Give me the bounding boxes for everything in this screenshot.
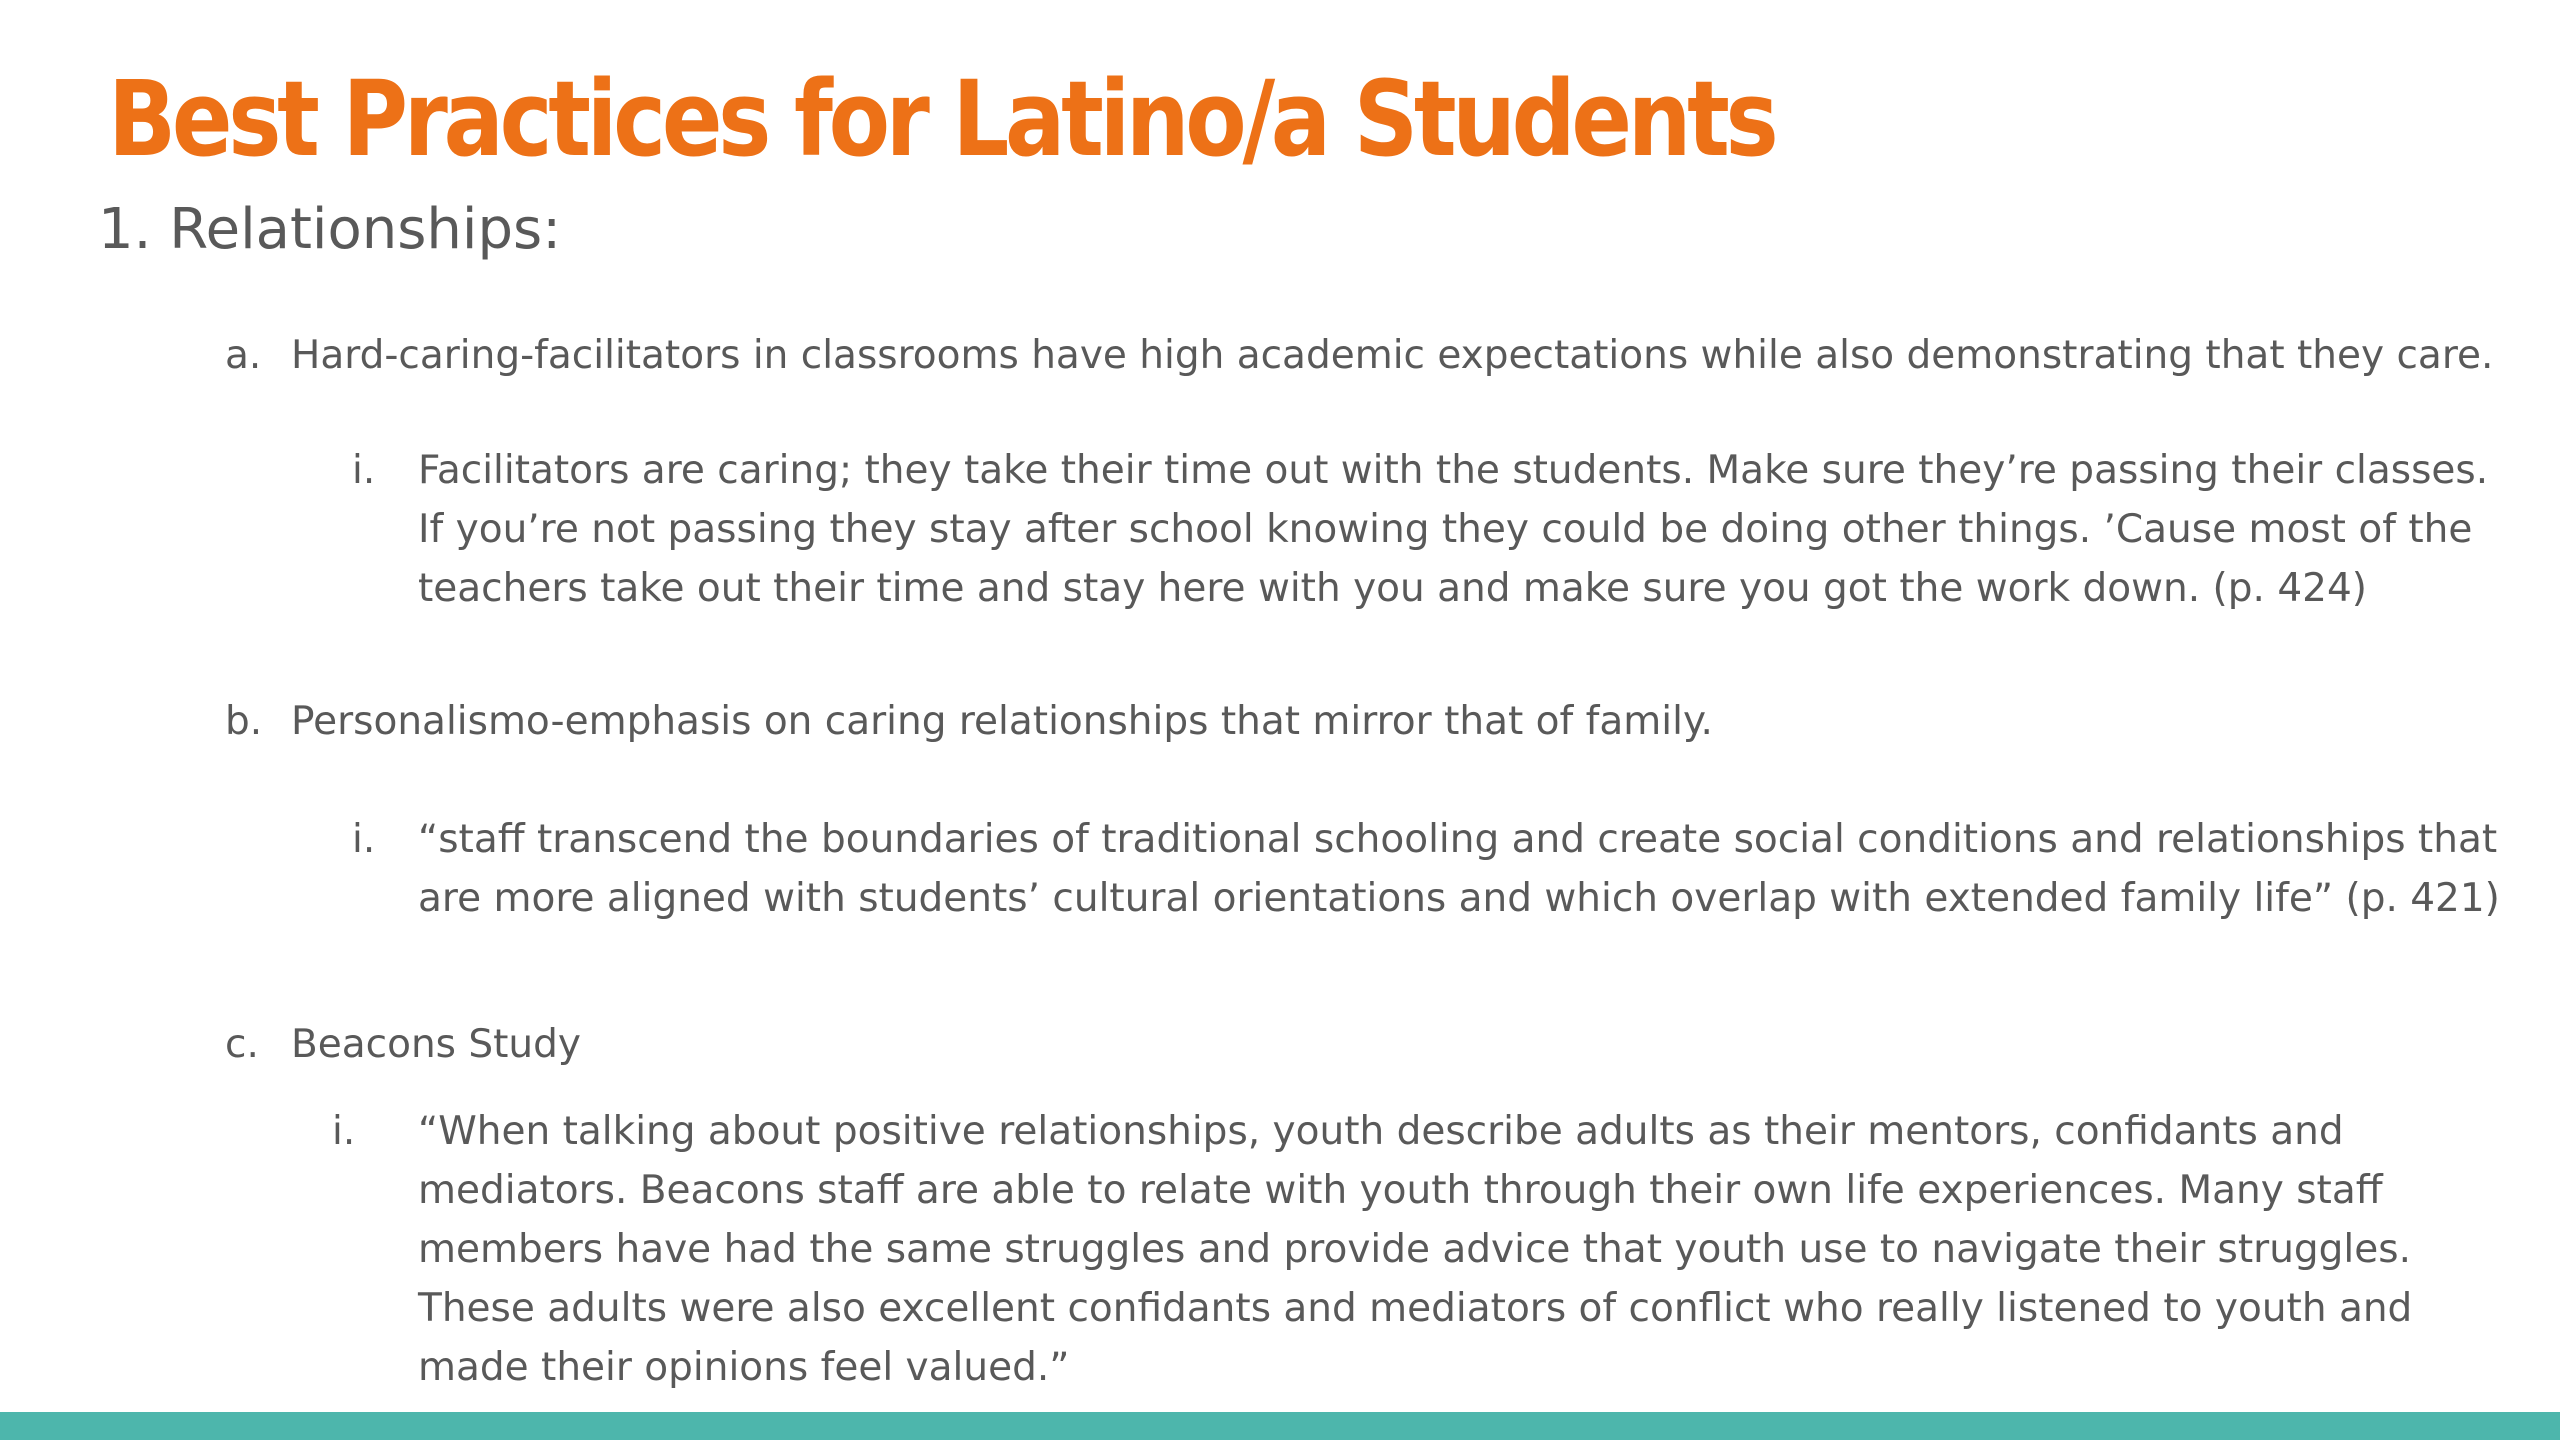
list-marker: i. — [352, 448, 376, 493]
slide-title: Best Practices for Latino/a Students — [108, 58, 1775, 180]
section-heading — [98, 194, 561, 266]
list-item-a — [225, 326, 2535, 385]
list-marker: c. — [225, 1022, 259, 1067]
list-item-c — [225, 1015, 2535, 1074]
sub-item-text: “When talking about positive relationships, youth describe adults as their mentors, confidants and mediators. Beacons staff are able to relate with youth through their own life experiences. Many staff members have had the same struggles and provide advice that youth use to navigate their struggles. These adults were also excellent confidants and mediators of conflict who really listened to youth and made their opinions feel valued.” — [418, 1109, 2413, 1390]
sub-item-c-i — [332, 1102, 2502, 1397]
list-item-text: Beacons Study — [291, 1022, 581, 1067]
list-item-b — [225, 692, 2535, 751]
sub-item-text: Facilitators are caring; they take their time out with the students. Make sure they’re passing their classes. If you’re not passing they stay after school knowing they could be doing other things. ’Cause most of the teachers take out their time and stay here with you and make sure you got the work down. (p. 424) — [418, 448, 2489, 611]
sub-item-text: “staff transcend the boundaries of traditional schooling and create social conditions and relationships that are more aligned with students’ cultural orientations and which overlap with extended family life” (p. 421) — [418, 817, 2500, 921]
list-item-text: Personalismo-emphasis on caring relationships that mirror that of family. — [291, 699, 1713, 744]
list-item-text: Hard-caring-facilitators in classrooms have high academic expectations while also demonstrating that they care. — [291, 333, 2494, 378]
sub-item-a-i — [352, 441, 2522, 618]
list-marker: i. — [332, 1109, 356, 1154]
sub-item-b-i — [352, 810, 2522, 928]
list-marker: b. — [225, 699, 263, 744]
list-marker: i. — [352, 817, 376, 862]
footer-accent-bar — [0, 1412, 2560, 1440]
section-number: 1. — [98, 197, 152, 262]
list-marker: a. — [225, 333, 262, 378]
section-label: Relationships: — [169, 197, 562, 262]
